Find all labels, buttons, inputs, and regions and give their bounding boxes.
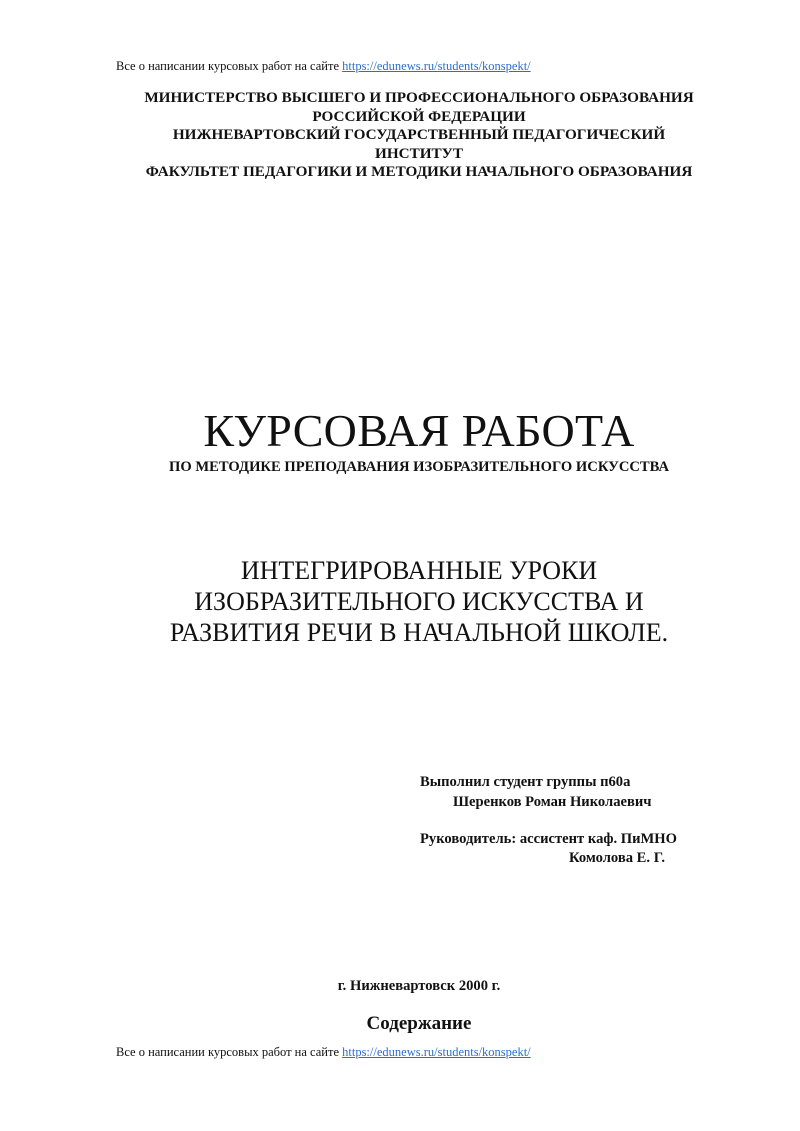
supervisor-label: Руководитель: ассистент каф. ПиМНО (420, 831, 677, 847)
topic-line: РАЗВИТИЯ РЕЧИ В НАЧАЛЬНОЙ ШКОЛЕ. (169, 618, 669, 647)
topic-line: ИЗОБРАЗИТЕЛЬНОГО ИСКУССТВА И (194, 587, 644, 616)
document-title: КУРСОВАЯ РАБОТА (203, 405, 635, 456)
document-subject: ПО МЕТОДИКЕ ПРЕПОДАВАНИЯ ИЗОБРАЗИТЕЛЬНОГО ИСКУССТВА (169, 459, 669, 475)
footer-text: Все о написании курсовых работ на сайте (116, 1045, 343, 1059)
page-header (116, 58, 531, 74)
institution-line: ФАКУЛЬТЕТ ПЕДАГОГИКИ И МЕТОДИКИ НАЧАЛЬНОГО ОБРАЗОВАНИЯ (145, 163, 693, 181)
footer-link[interactable]: https://edunews.ru/students/konspekt/ (342, 1045, 531, 1059)
city-year: г. Нижневартовск 2000 г. (337, 978, 501, 994)
institution-line: РОССИЙСКОЙ ФЕДЕРАЦИИ (312, 107, 526, 125)
institution-line: МИНИСТЕРСТВО ВЫСШЕГО И ПРОФЕССИОНАЛЬНОГО ОБРАЗОВАНИЯ (144, 89, 694, 106)
student-name: Шеренков Роман Николаевич (453, 794, 652, 810)
institution-line: ИНСТИТУТ (375, 144, 463, 162)
page-footer (116, 1044, 531, 1060)
supervisor-name: Комолова Е. Г. (569, 850, 665, 866)
contents-heading: Содержание (366, 1013, 472, 1034)
topic-block (0, 555, 800, 648)
header-text: Все о написании курсовых работ на сайте (116, 59, 343, 73)
institution-line: НИЖНЕВАРТОВСКИЙ ГОСУДАРСТВЕННЫЙ ПЕДАГОГИЧЕСКИЙ (172, 126, 666, 144)
header-link[interactable]: https://edunews.ru/students/konspekt/ (342, 59, 531, 73)
topic-line: ИНТЕГРИРОВАННЫЕ УРОКИ (240, 556, 598, 585)
institution-block (0, 89, 800, 182)
performed-by: Выполнил студент группы п60а (420, 774, 631, 790)
